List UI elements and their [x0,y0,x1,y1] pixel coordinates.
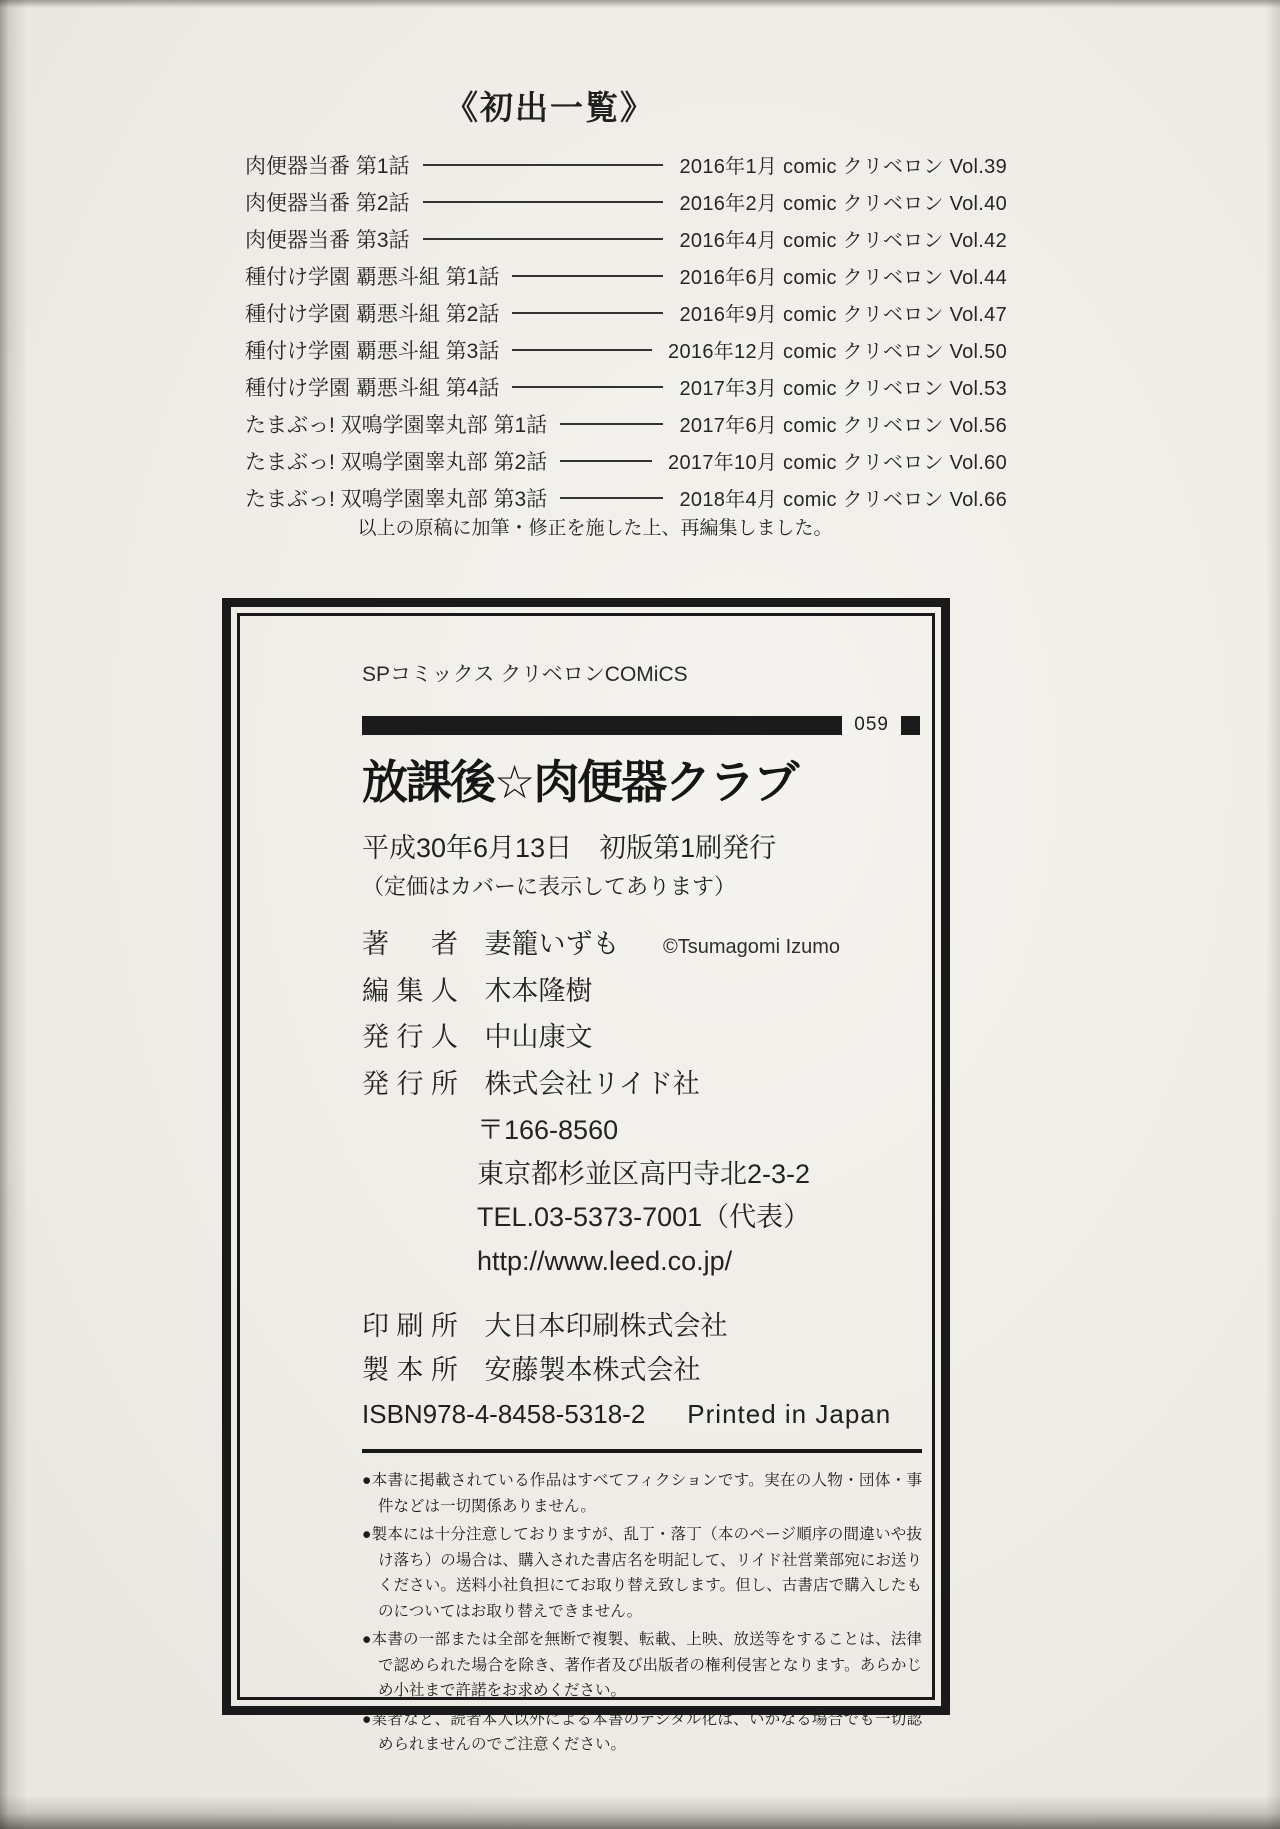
credit-value: 中山康文 [484,1022,593,1052]
production-label: 製本所 [362,1354,458,1385]
publication-info: 2016年2月 comic クリベロン Vol.40 [679,193,1007,215]
credit-label: 発行人 [362,1022,458,1052]
scan-edge-left [0,0,30,1829]
publication-info: 2017年10月 comic クリベロン Vol.60 [668,452,1007,474]
pub-list-row [245,146,1007,183]
chapter-title: たまぶっ! 双鳴学園睾丸部 第3話 [245,487,548,511]
leader-line [423,201,664,203]
publication-info: 2016年12月 comic クリベロン Vol.50 [668,341,1007,363]
leader-line [512,386,663,388]
notice-item [362,1707,922,1758]
chapter-title: 肉便器当番 第1話 [245,154,410,178]
address-line: TEL.03-5373-7001（代表） [477,1202,811,1232]
credit-label: 編集人 [362,975,458,1006]
isbn-row [362,1393,922,1436]
notice-text: 製本には十分注意しておりますが、乱丁・落丁（本のページ順序の間違いや抜け落ち）の場合は、購入された書店名を明記して、リイド社営業部宛にお送りください。送料小社負担にてお取り替え致します。但し、古書店で購入したものについてはお取り替えできません。 [371,1526,922,1620]
credit-row [362,1063,922,1110]
notices [362,1468,922,1758]
chapter-title: 種付け学園 覇悪斗組 第1話 [245,265,500,289]
leader-line [423,238,664,240]
leader-line [560,497,663,499]
leader-line [423,164,664,166]
chapter-title: 種付け学園 覇悪斗組 第2話 [245,302,500,326]
chapter-title: 種付け学園 覇悪斗組 第4話 [245,376,500,400]
publication-info: 2017年6月 comic クリベロン Vol.56 [679,415,1007,437]
publication-info: 2016年6月 comic クリベロン Vol.44 [679,267,1007,289]
scan-edge-bottom [0,1793,1280,1829]
colophon-box [222,598,950,1753]
notice-text: 業者など、読者本人以外による本書のデジタル化は、いかなる場合でも一切認められませんのでご注意ください。 [371,1710,922,1753]
bullet-icon: ● [362,1472,372,1489]
credit-value: 妻籠いずも [484,929,620,959]
book-title: 放課後☆肉便器クラブ [362,756,798,808]
production-row [362,1305,922,1349]
notice-text: 本書の一部または全部を無断で複製、転載、上映、放送等をすることは、法律で認められた場合を除き、著作者及び出版者の権利侵害となります。あらかじめ小社まで許諾をお求めください。 [371,1631,922,1699]
edition-line: 平成30年6月13日 初版第1刷発行 [362,833,777,863]
address-line: 〒166-8560 [477,1115,619,1145]
pub-list-row [245,442,1007,479]
pub-list-row [245,294,1007,331]
credit-row [362,970,922,1017]
production-value: 大日本印刷株式会社 [484,1311,728,1341]
colophon-inner-frame [237,613,935,1753]
publication-info: 2018年4月 comic クリベロン Vol.66 [679,489,1007,511]
publication-info: 2016年4月 comic クリベロン Vol.42 [679,230,1007,252]
notice-item [362,1522,922,1624]
chapter-title: たまぶっ! 双鳴学園睾丸部 第1話 [245,413,548,437]
copyright-credit: ©Tsumagomi Izumo [663,936,841,958]
credits [362,923,922,1109]
credit-row [362,923,922,970]
publisher-address [362,1109,922,1283]
chapter-title: 肉便器当番 第2話 [245,191,410,215]
notice-divider [362,1449,922,1453]
credit-label: 発行所 [362,1068,458,1099]
black-bar [362,716,842,735]
pub-list-row [245,368,1007,405]
notice-text: 本書に掲載されている作品はすべてフィクションです。実在の人物・団体・事件などは一切関係ありません。 [371,1472,922,1515]
address-line: 東京都杉並区高円寺北2-3-2 [477,1158,811,1189]
pub-list-row [245,405,1007,442]
notice-item [362,1468,922,1519]
leader-line [560,460,652,462]
credit-label: 著 者 [362,929,458,959]
series-number: 059 [854,714,889,735]
address-line: http://www.leed.co.jp/ [477,1245,733,1276]
first-publication-list-title: 《初出一覧》 [445,89,655,126]
chapter-title: 種付け学園 覇悪斗組 第3話 [245,339,500,363]
credit-row [362,1016,922,1063]
credit-value: 木本隆樹 [484,975,593,1006]
pub-list-row [245,183,1007,220]
imprint-label: SPコミックス クリベロンCOMiCS [362,663,688,686]
bullet-icon: ● [362,1710,372,1728]
chapter-title: たまぶっ! 双鳴学園睾丸部 第2話 [245,450,548,474]
publication-info: 2016年1月 comic クリベロン Vol.39 [679,156,1007,178]
publication-info: 2016年9月 comic クリベロン Vol.47 [679,304,1007,326]
pub-list-row [245,257,1007,294]
notice-item [362,1627,922,1704]
pub-list-row [245,479,1007,516]
pub-list-row [245,220,1007,257]
production-credits [362,1305,922,1392]
production-row [362,1349,922,1393]
pub-list-row [245,331,1007,368]
chapter-title: 肉便器当番 第3話 [245,228,410,252]
leader-line [560,423,663,425]
bullet-icon: ● [362,1631,372,1648]
first-publication-list [245,146,1007,516]
isbn: ISBN978-4-8458-5318-2 [362,1399,646,1429]
black-square-icon [901,716,920,735]
bullet-icon: ● [362,1526,372,1543]
production-value: 安藤製本株式会社 [484,1354,701,1385]
leader-line [512,349,652,351]
production-label: 印刷所 [362,1311,458,1341]
series-number-bar-row [362,714,922,736]
price-note: （定価はカバーに表示してあります） [362,874,737,899]
printed-in-japan: Printed in Japan [687,1399,892,1429]
scan-edge-top [0,0,1280,10]
publication-info: 2017年3月 comic クリベロン Vol.53 [679,378,1007,400]
credit-value: 株式会社リイド社 [484,1068,700,1099]
reedit-note: 以上の原稿に加筆・修正を施した上、再編集しました。 [357,518,833,539]
leader-line [512,312,663,314]
scan-edge-right [1266,0,1280,1829]
leader-line [512,275,663,277]
